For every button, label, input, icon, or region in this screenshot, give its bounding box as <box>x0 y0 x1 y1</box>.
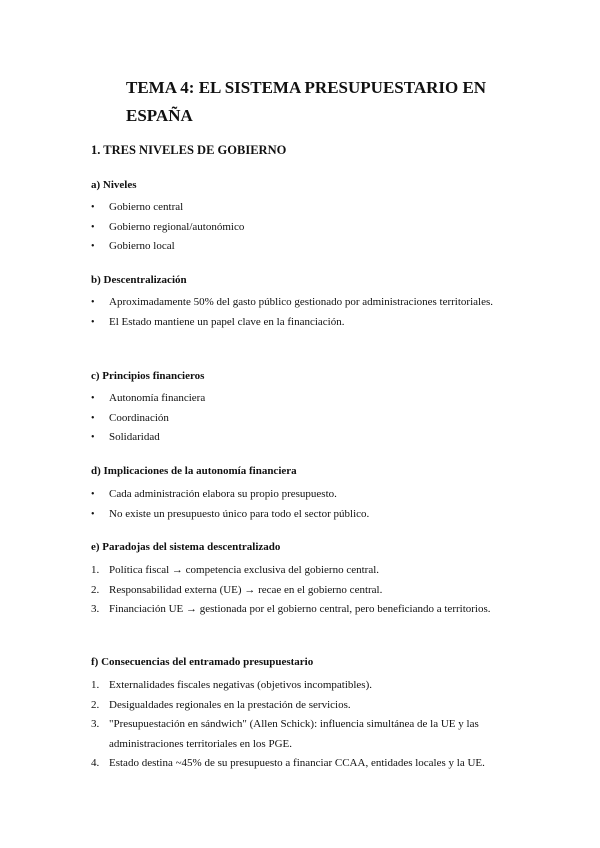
list-item: • Aproximadamente 50% del gasto público gestionado por administraciones territoriales. <box>91 293 531 313</box>
bullet-list-descentralizacion <box>91 293 531 332</box>
list-item: • Autonomía financiera <box>91 389 531 409</box>
numbered-list-paradojas <box>91 561 531 620</box>
list-item: 2. Desigualdades regionales en la prestación de servicios. <box>91 698 351 711</box>
list-item: 1. Externalidades fiscales negativas (objetivos incompatibles). <box>91 679 373 691</box>
list-item: 3. Financiación UE → gestionada por el gobierno central, pero beneficiando a territorios. <box>91 603 491 615</box>
subsection-heading-niveles: a) Niveles <box>91 179 137 191</box>
list-item: • Gobierno regional/autonómico <box>91 218 531 238</box>
list-item: • Gobierno central <box>91 198 531 218</box>
list-item: 1. Política fiscal → competencia exclusiva del gobierno central. <box>91 564 380 576</box>
list-item: • El Estado mantiene un papel clave en la financiación. <box>91 313 531 333</box>
bullet-list-implicaciones <box>91 485 531 524</box>
document-title: TEMA 4: EL SISTEMA PRESUPUESTARIO EN ESPAÑA <box>126 78 487 125</box>
list-item: • Cada administración elabora su propio presupuesto. <box>91 485 531 505</box>
subsection-heading-principios: c) Principios financieros <box>91 370 205 382</box>
bullet-list-niveles <box>91 198 531 257</box>
list-item: • Solidaridad <box>91 428 531 448</box>
list-item: • No existe un presupuesto único para todo el sector público. <box>91 505 531 525</box>
subsection-heading-consecuencias: f) Consecuencias del entramado presupuestario <box>91 656 314 668</box>
list-item: 3. "Presupuestación en sándwich" (Allen Schick): influencia simultánea de la UE y las administraciones territoriales en los PGE. <box>91 718 479 750</box>
subsection-heading-implicaciones: d) Implicaciones de la autonomía financiera <box>91 465 297 477</box>
bullet-list-principios <box>91 389 531 448</box>
numbered-list-consecuencias <box>91 676 531 774</box>
list-item: • Gobierno local <box>91 237 531 257</box>
list-item: • Coordinación <box>91 409 531 429</box>
subsection-heading-paradojas: e) Paradojas del sistema descentralizado <box>91 541 281 553</box>
list-item: 4. Estado destina ~45% de su presupuesto a financiar CCAA, entidades locales y la UE. <box>91 757 485 769</box>
list-item: 2. Responsabilidad externa (UE) → recae en el gobierno central. <box>91 583 383 596</box>
subsection-heading-descentralizacion: b) Descentralización <box>91 274 187 286</box>
section-heading: 1. TRES NIVELES DE GOBIERNO <box>91 143 287 157</box>
